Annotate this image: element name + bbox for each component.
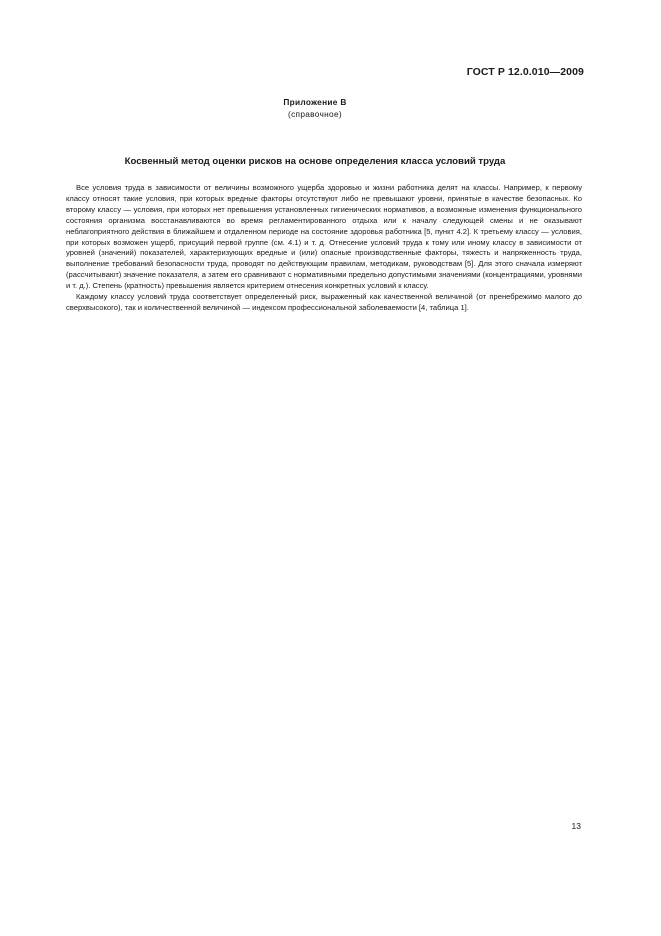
section-title: Косвенный метод оценки рисков на основе определения класса условий труда [124,156,506,167]
appendix-title: Приложение В [283,97,347,107]
document-code: ГОСТ Р 12.0.010—2009 [466,66,584,78]
appendix-heading [0,96,630,120]
appendix-subtitle: (справочное) [288,109,342,119]
body-text [66,183,582,314]
paragraph-1: Все условия труда в зависимости от величины возможного ущерба здоровью и жизни работника делят на классы. Например, к первому классу относят такие условия, при которых вредные факторы отсутствуют либо не превышают уровни, принятые в качестве безопасных. Ко второму классу — условия, при которых нет превышения установленных гигиенических нормативов, а возможные изменения функционального состояния организма восстанавливаются во время регламентированного отдыха или к началу следующей смены и не оказывают неблагоприятного действия в ближайшем и отдаленном периоде на состояние здоровья работника [5, пункт 4.2]. К третьему классу — условия, при которых возможен ущерб, присущий первой группе (см. 4.1) и т. д. Отнесение условий труда к тому или иному классу в зависимости от уровней (значений) показателей, характеризующих вредные и (или) опасные производственные факторы, тяжесть и напряженность труда, выполнение требований безопасности труда, проводят по действующим правилам, методикам, руководствам [5]. Для этого сначала измеряют (рассчитывают) значение показателя, а затем его сравнивают с нормативными предельно допустимыми значениями (концентрациями, уровнями и т. д.). Степень (кратность) превышения является критерием отнесения конкретных условий к классу. [66,183,582,291]
paragraph-2: Каждому классу условий труда соответствует определенный риск, выраженный как качественной величиной (от пренебрежимо малого до сверхвысокого), так и количественной величиной — индексом профессиональной заболеваемости [4, таблица 1]. [66,292,582,312]
page-number: 13 [571,821,581,831]
